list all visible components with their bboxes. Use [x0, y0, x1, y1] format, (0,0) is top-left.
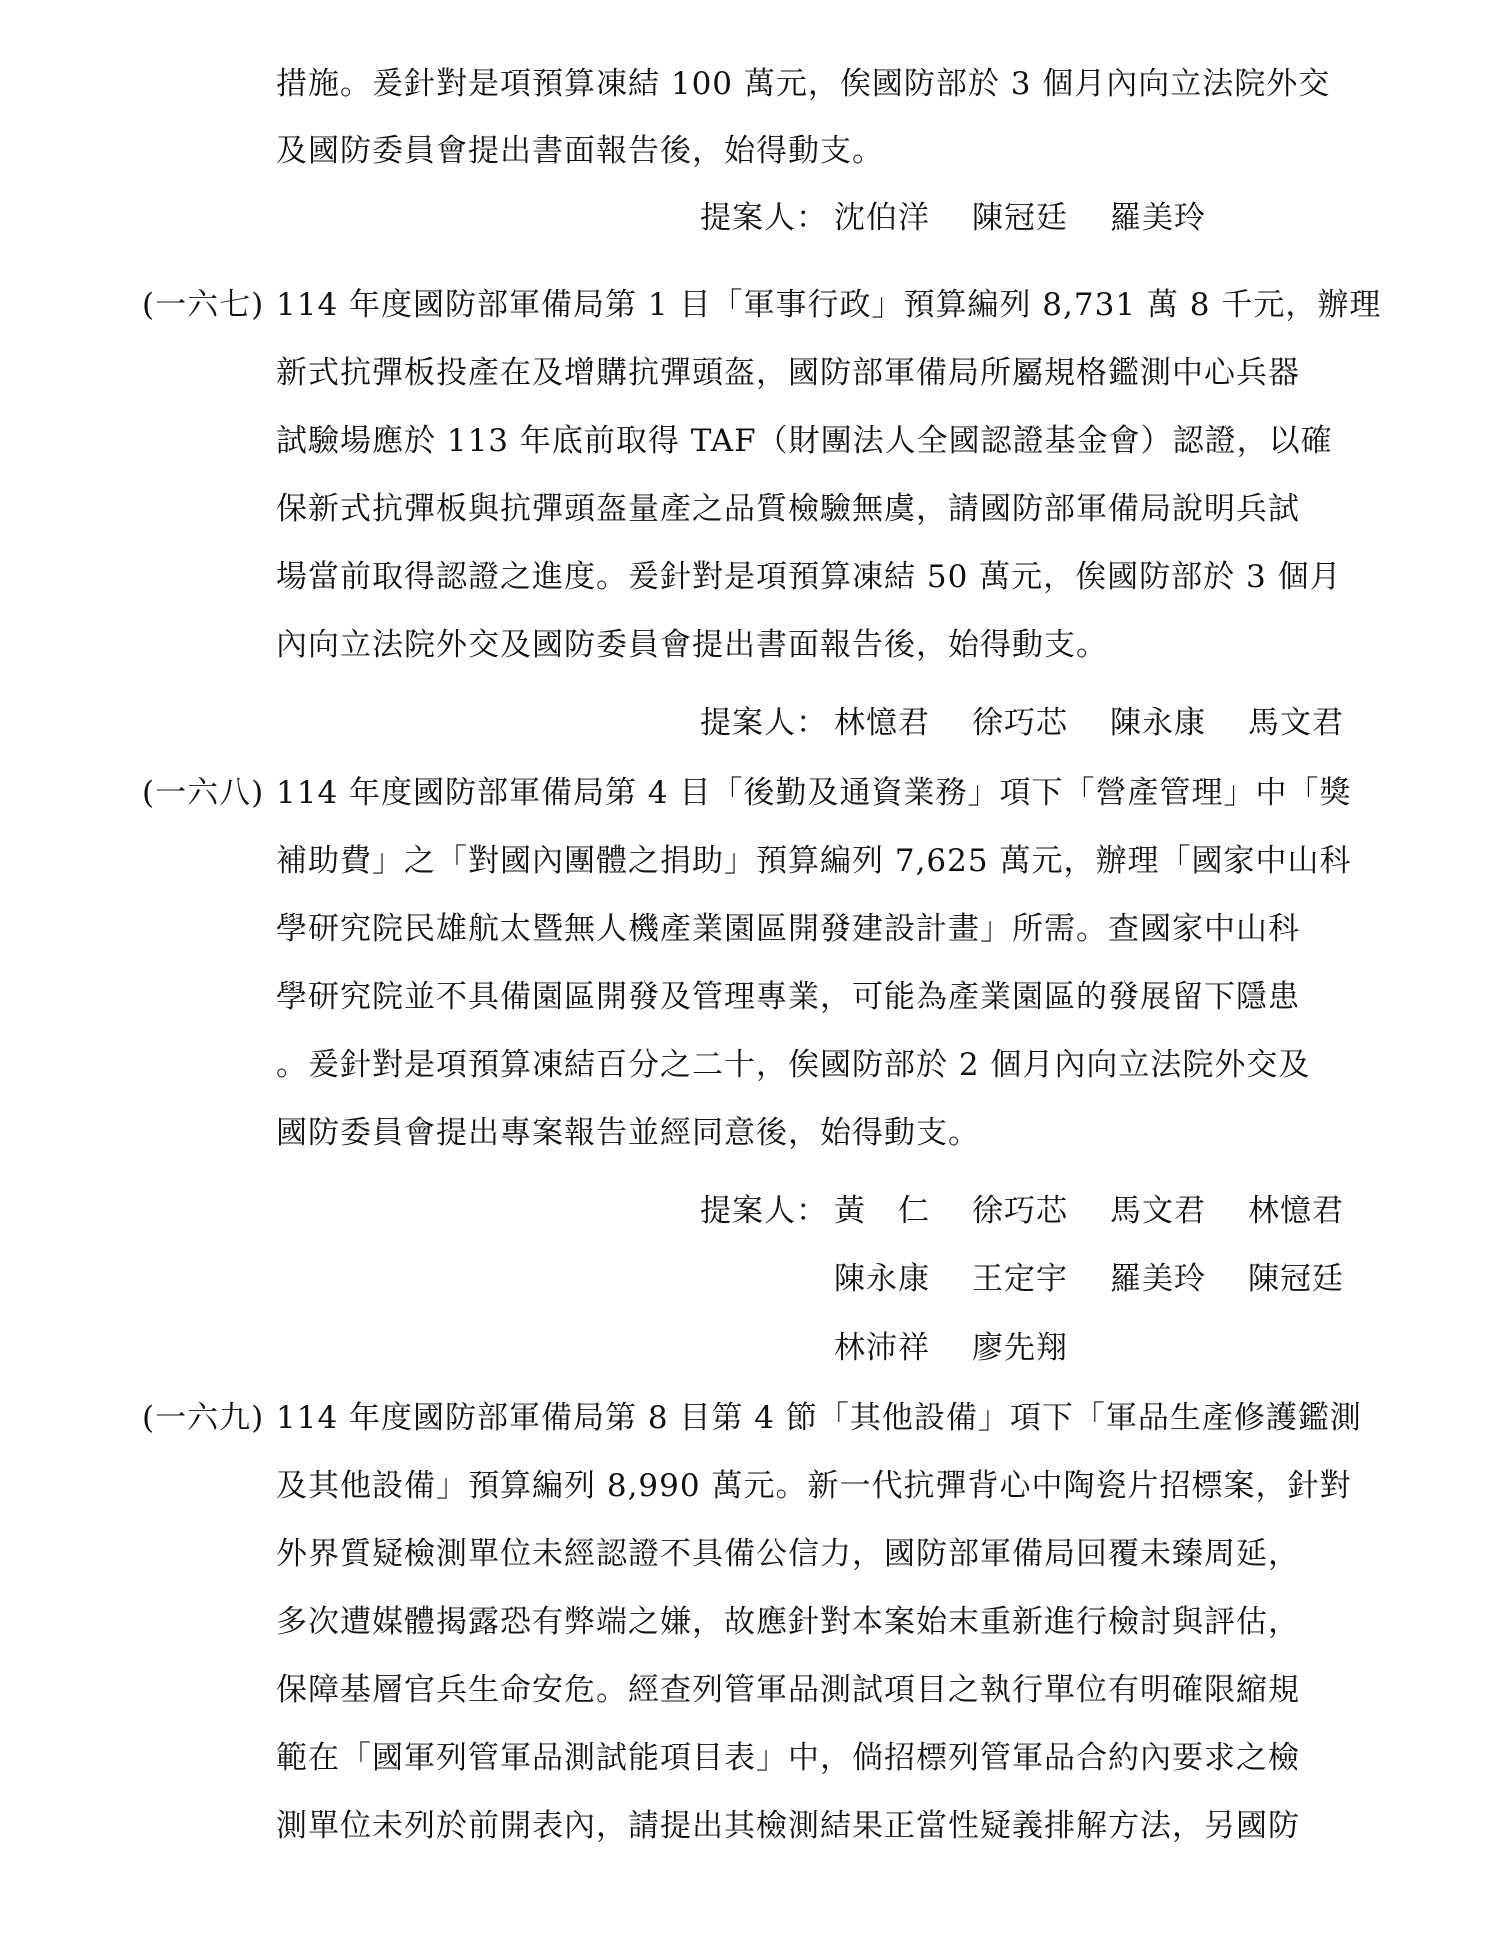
- body-text-line: 內向立法院外交及國防委員會提出書面報告後，始得動支。: [276, 627, 1108, 663]
- body-text-line: 及國防委員會提出書面報告後，始得動支。: [276, 133, 884, 169]
- body-text-line: 學研究院民雄航太暨無人機產業園區開發建設計畫」所需。查國家中山科: [276, 911, 1300, 947]
- proposer-name: 王定宇: [972, 1261, 1068, 1297]
- item-first-line: [142, 285, 1382, 325]
- item-number: (一六九): [142, 1400, 265, 1436]
- body-text-line: 學研究院並不具備園區開發及管理專業，可能為產業園區的發展留下隱患: [276, 979, 1300, 1015]
- proposer-label: 提案人：: [700, 200, 828, 236]
- proposer-name: 黃 仁: [834, 1193, 930, 1229]
- proposer-line: [700, 703, 1386, 743]
- proposer-name: 陳冠廷: [1248, 1261, 1344, 1297]
- proposer-name: 馬文君: [1110, 1193, 1206, 1229]
- body-text-line: 措施。爰針對是項預算凍結 100 萬元，俟國防部於 3 個月內向立法院外交: [276, 66, 1331, 102]
- body-text-line: 場當前取得認證之進度。爰針對是項預算凍結 50 萬元，俟國防部於 3 個月: [276, 559, 1342, 595]
- body-text-line: 外界質疑檢測單位未經認證不具備公信力，國防部軍備局回覆未臻周延，: [276, 1536, 1300, 1572]
- proposer-name: 林憶君: [1248, 1193, 1344, 1229]
- body-text-line: 保障基層官兵生命安危。經查列管軍品測試項目之執行單位有明確限縮規: [276, 1672, 1300, 1708]
- proposer-line: [700, 1191, 1386, 1231]
- body-text-line: 保新式抗彈板與抗彈頭盔量產之品質檢驗無虞，請國防部軍備局說明兵試: [276, 491, 1300, 527]
- body-text-line: 。爰針對是項預算凍結百分之二十，俟國防部於 2 個月內向立法院外交及: [276, 1047, 1311, 1083]
- proposer-name: 徐巧芯: [972, 705, 1068, 741]
- proposer-name: 廖先翔: [972, 1330, 1068, 1366]
- proposer-name: 陳永康: [834, 1261, 930, 1297]
- proposer-label: 提案人：: [700, 1193, 828, 1229]
- body-text-line: 114 年度國防部軍備局第 4 目「後勤及通資業務」項下「營產管理」中「獎: [276, 775, 1352, 811]
- proposer-line: [700, 198, 1248, 238]
- proposer-name: 羅美玲: [1110, 200, 1206, 236]
- proposer-name: 羅美玲: [1110, 1261, 1206, 1297]
- proposer-name: 林沛祥: [834, 1330, 930, 1366]
- body-text-line: 補助費」之「對國內團體之捐助」預算編列 7,625 萬元，辦理「國家中山科: [276, 843, 1352, 879]
- proposer-name: 陳永康: [1110, 705, 1206, 741]
- body-text-line: 114 年度國防部軍備局第 1 目「軍事行政」預算編列 8,731 萬 8 千元，辦理: [276, 287, 1382, 323]
- body-text-line: 多次遭媒體揭露恐有弊端之嫌，故應針對本案始末重新進行檢討與評估，: [276, 1604, 1300, 1640]
- body-text-line: 範在「國軍列管軍品測試能項目表」中，倘招標列管軍品合約內要求之檢: [276, 1740, 1300, 1776]
- proposer-line: [834, 1259, 1386, 1299]
- item-number: (一六八): [142, 775, 265, 811]
- proposer-name: 陳冠廷: [972, 200, 1068, 236]
- proposer-label: 提案人：: [700, 705, 828, 741]
- item-first-line: [142, 773, 1376, 813]
- body-text-line: 測單位未列於前開表內，請提出其檢測結果正當性疑義排解方法，另國防: [276, 1808, 1300, 1844]
- proposer-name: 徐巧芯: [972, 1193, 1068, 1229]
- proposer-name: 沈伯洋: [834, 200, 930, 236]
- item-first-line: [142, 1398, 1376, 1438]
- proposer-name: 馬文君: [1248, 705, 1344, 741]
- body-text-line: 試驗場應於 113 年底前取得 TAF（財團法人全國認證基金會）認證，以確: [276, 423, 1333, 459]
- body-text-line: 新式抗彈板投產在及增購抗彈頭盔，國防部軍備局所屬規格鑑測中心兵器: [276, 355, 1300, 391]
- item-number: (一六七): [142, 287, 265, 323]
- body-text-line: 國防委員會提出專案報告並經同意後，始得動支。: [276, 1115, 980, 1151]
- body-text-line: 及其他設備」預算編列 8,990 萬元。新一代抗彈背心中陶瓷片招標案，針對: [276, 1468, 1352, 1504]
- body-text-line: 114 年度國防部軍備局第 8 目第 4 節「其他設備」項下「軍品生產修護鑑測: [276, 1400, 1362, 1436]
- proposer-name: 林憶君: [834, 705, 930, 741]
- proposer-line: [834, 1328, 1110, 1368]
